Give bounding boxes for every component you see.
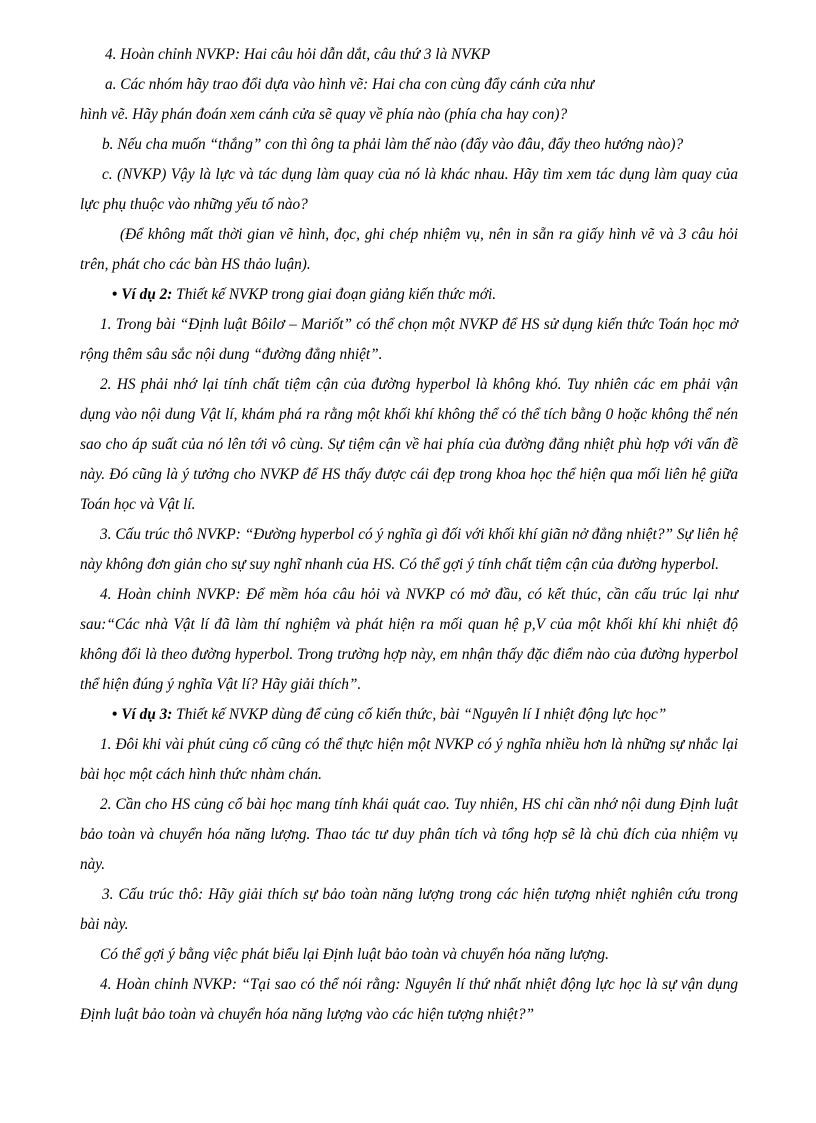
example-3-heading [80,700,738,730]
example-2-step-1: 1. Trong bài “Định luật Bôilơ – Mariốt” có thể chọn một NVKP để HS sử dụng kiến thức Toán học mở rộng thêm sâu sắc nội dung “đường đẳng nhiệt”. [80,316,738,363]
example-3-label: Ví dụ 3: [121,706,173,723]
example-2-step-4: 4. Hoàn chỉnh NVKP: Để mềm hóa câu hỏi và NVKP có mở đầu, có kết thúc, cần cấu trúc lại như sau:“Các nhà Vật lí đã làm thí nghiệm và phát hiện ra mối quan hệ p,V của một khối khí khi nhiệt độ không đổi là theo đường hyperbol. Trong trường hợp này, em nhận thấy đặc điểm nào của đường hyperbol thể hiện đúng ý nghĩa Vật lí? Hãy giải thích”. [80,586,738,693]
question-c: c. (NVKP) Vậy là lực và tác dụng làm quay của nó là khác nhau. Hãy tìm xem tác dụng làm quay của lực phụ thuộc vào những yếu tố nào? [80,166,738,213]
example-2-title: Thiết kế NVKP trong giai đoạn giảng kiến thức mới. [172,286,497,303]
question-a-line-2: hình vẽ. Hãy phán đoán xem cánh cửa sẽ quay về phía nào (phía cha hay con)? [80,106,568,123]
question-a-line-1: a. Các nhóm hãy trao đổi dựa vào hình vẽ: Hai cha con cùng đẩy cánh cửa như [105,76,594,93]
note-paragraph: (Để không mất thời gian vẽ hình, đọc, ghi chép nhiệm vụ, nên in sẵn ra giấy hình vẽ và 3 câu hỏi trên, phát cho các bàn HS thảo luận). [80,226,738,273]
bullet-icon: • [112,286,118,303]
example-3-step-3: 3. Cấu trúc thô: Hãy giải thích sự bảo toàn năng lượng trong các hiện tượng nhiệt nghiên cứu trong bài này. [80,886,738,933]
example-2-step-2: 2. HS phải nhớ lại tính chất tiệm cận của đường hyperbol là không khó. Tuy nhiên các em phải vận dụng vào nội dung Vật lí, khám phá ra rằng một khối khí không thể có thể tích bằng 0 hoặc không thể nén sao cho áp suất của nó lên tới vô cùng. Sự tiệm cận về hai phía của đường đẳng nhiệt phù hợp với vấn đề này. Đó cũng là ý tưởng cho NVKP để HS thấy được cái đẹp trong khoa học thể hiện qua mối liên hệ giữa Toán học và Vật lí. [80,376,738,513]
example-2-label: Ví dụ 2: [121,286,173,303]
question-b: b. Nếu cha muốn “thắng” con thì ông ta phải làm thế nào (đẩy vào đâu, đẩy theo hướng nào)? [102,136,684,153]
example-3-step-1: 1. Đôi khi vài phút củng cố cũng có thể thực hiện một NVKP có ý nghĩa nhiều hơn là những sự nhắc lại bài học một cách hình thức nhàm chán. [80,736,738,783]
step-4-complete-task: 4. Hoàn chỉnh NVKP: Hai câu hỏi dẫn dắt, câu thứ 3 là NVKP [105,46,491,63]
example-3-hint: Có thể gợi ý bằng việc phát biểu lại Định luật bảo toàn và chuyển hóa năng lượng. [100,946,609,963]
bullet-icon: • [112,706,118,723]
example-2-heading [80,280,738,310]
example-3-title: Thiết kế NVKP dùng để củng cố kiến thức, bài “Nguyên lí I nhiệt động lực học” [172,706,667,723]
example-3-step-2: 2. Cần cho HS củng cố bài học mang tính khái quát cao. Tuy nhiên, HS chỉ cần nhớ nội dung Định luật bảo toàn và chuyển hóa năng lượng. Thao tác tư duy phân tích và tổng hợp sẽ là chủ đích của nhiệm vụ này. [80,796,738,873]
example-2-step-3: 3. Cấu trúc thô NVKP: “Đường hyperbol có ý nghĩa gì đối với khối khí giãn nở đẳng nhiệt?” Sự liên hệ này không đơn giản cho sự suy nghĩ nhanh của HS. Có thể gợi ý tính chất tiệm cận của đường hyperbol. [80,526,738,573]
example-3-step-4: 4. Hoàn chỉnh NVKP: “Tại sao có thể nói rằng: Nguyên lí thứ nhất nhiệt động lực học là sự vận dụng Định luật bảo toàn và chuyển hóa năng lượng vào các hiện tượng nhiệt?” [80,976,738,1023]
document-page [80,40,738,1030]
